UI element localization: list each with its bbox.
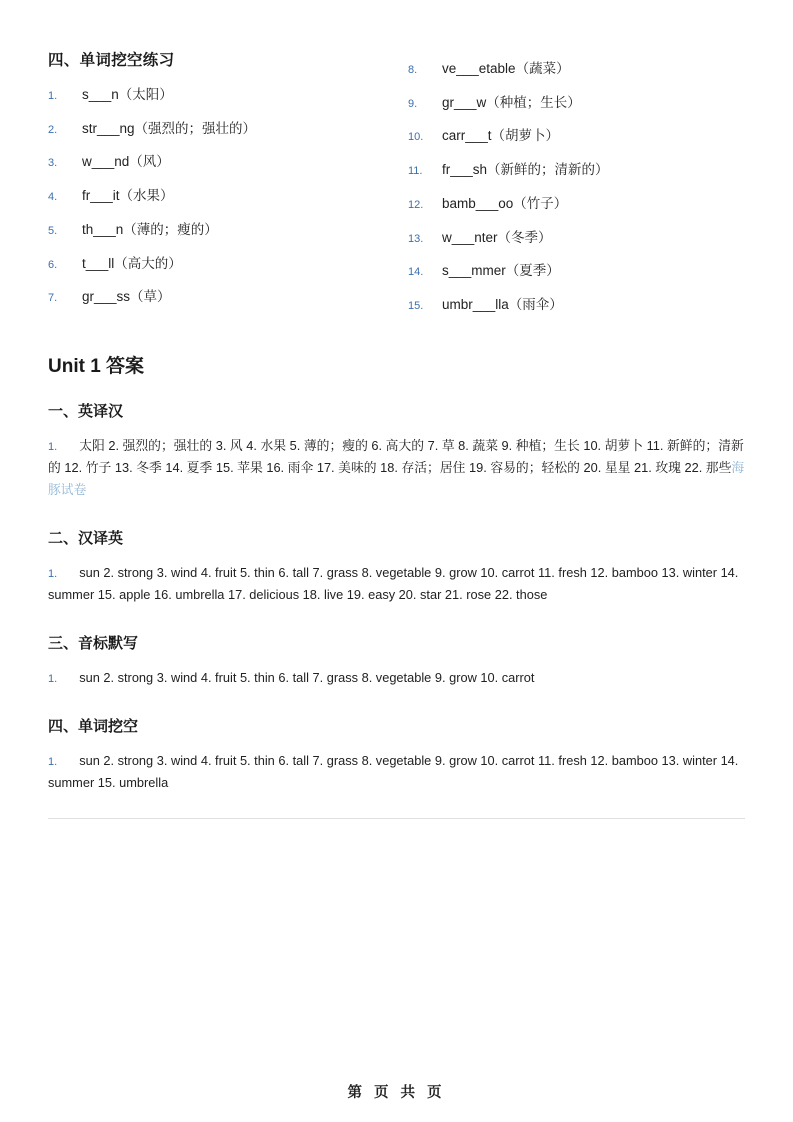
item-number: 1. — [48, 90, 58, 102]
list-item — [408, 229, 738, 247]
item-text: w___nd（风） — [82, 154, 170, 170]
list-item — [48, 187, 393, 205]
answer-heading-4: 四、单词挖空 — [48, 718, 139, 735]
answer-title: Unit 1 答案 — [48, 356, 145, 377]
list-item — [408, 94, 738, 112]
item-text: umbr___lla（雨伞） — [442, 297, 563, 313]
watermark-text: 海豚试卷 — [48, 460, 745, 497]
item-number: 15. — [408, 300, 424, 313]
answer-lead-number-1: 1. — [48, 441, 58, 453]
answer-body-4 — [48, 750, 745, 794]
item-text: w___nter（冬季） — [442, 229, 552, 245]
exercise-column-left — [48, 48, 393, 322]
list-item — [408, 195, 738, 213]
answer-heading-2: 二、汉译英 — [48, 530, 124, 547]
answer-text-4: sun 2. strong 3. wind 4. fruit 5. thin 6. tall 7. grass 8. vegetable 9. grow 10. carrot 11. fresh 12. bamboo 13. winter 14. summer 15. umbrella — [48, 753, 739, 790]
item-number: 8. — [408, 64, 418, 76]
item-number: 2. — [48, 123, 58, 136]
item-text: gr___ss（草） — [82, 289, 171, 305]
answer-text-1: 太阳 2. 强烈的；强壮的 3. 风 4. 水果 5. 薄的；瘦的 6. 高大的 7. 草 8. 蔬菜 9. 种植；生长 10. 胡萝卜 11. 新鲜的；清新的 12. 竹子 13. 冬季 14. 夏季 15. 苹果 16. 雨伞 17. 美味的 18. 存活；居住 19. 容易的；轻松的 20. 星星 21. 玫瑰 22. 那些 — [48, 438, 744, 475]
exercise-title: 四、单词挖空练习 — [48, 52, 175, 69]
item-number: 12. — [408, 198, 424, 211]
list-item — [408, 60, 738, 78]
item-text: str___ng（强烈的；强壮的） — [82, 120, 257, 136]
item-text: fr___it（水果） — [82, 188, 174, 204]
list-item — [48, 120, 393, 138]
list-item — [48, 153, 393, 171]
item-text: ve___etable（蔬菜） — [442, 61, 570, 76]
answer-lead-number-2: 1. — [48, 568, 58, 580]
item-text: s___n（太阳） — [82, 87, 173, 102]
answer-heading-3: 三、音标默写 — [48, 635, 139, 652]
item-text: gr___w（种植；生长） — [442, 94, 581, 110]
answer-text-2: sun 2. strong 3. wind 4. fruit 5. thin 6. tall 7. grass 8. vegetable 9. grow 10. carrot 11. fresh 12. bamboo 13. winter 14. summer 15. apple 16. umbrella 17. delicious 18. live 19. easy 20. star 21. rose 22. those — [48, 565, 739, 602]
item-text: th___n（薄的；瘦的） — [82, 221, 218, 237]
item-number: 10. — [408, 131, 424, 144]
item-number: 13. — [408, 232, 424, 245]
section-divider — [48, 818, 745, 819]
answer-heading-1: 一、英译汉 — [48, 403, 124, 420]
item-number: 5. — [48, 224, 58, 237]
list-item — [408, 296, 738, 314]
answer-body-1 — [48, 435, 745, 501]
list-item — [408, 262, 738, 280]
item-number: 4. — [48, 191, 58, 204]
item-text: s___mmer（夏季） — [442, 263, 560, 279]
exercise-section — [48, 48, 745, 313]
answer-body-3 — [48, 667, 745, 689]
item-number: 11. — [408, 165, 423, 178]
list-item — [48, 255, 393, 273]
answer-body-2 — [48, 562, 745, 606]
answer-text-3: sun 2. strong 3. wind 4. fruit 5. thin 6. tall 7. grass 8. vegetable 9. grow 10. carrot — [79, 670, 535, 685]
answer-section — [48, 351, 745, 819]
item-text: t___ll（高大的） — [82, 255, 182, 271]
item-text: carr___t（胡萝卜） — [442, 128, 560, 144]
answer-lead-number-4: 1. — [48, 756, 58, 768]
page-footer: 第 页 共 页 — [347, 1085, 446, 1101]
item-text: bamb___oo（竹子） — [442, 195, 568, 211]
item-number: 3. — [48, 157, 58, 170]
list-item — [48, 288, 393, 306]
item-number: 7. — [48, 292, 58, 305]
answer-lead-number-3: 1. — [48, 673, 58, 685]
item-number: 6. — [48, 258, 58, 271]
item-number: 14. — [408, 266, 424, 279]
exercise-column-right — [408, 60, 738, 330]
item-text: fr___sh（新鲜的；清新的） — [442, 162, 609, 178]
list-item — [48, 86, 393, 104]
list-item — [48, 221, 393, 239]
list-item — [408, 161, 738, 179]
list-item — [408, 127, 738, 145]
item-number: 9. — [408, 97, 418, 110]
